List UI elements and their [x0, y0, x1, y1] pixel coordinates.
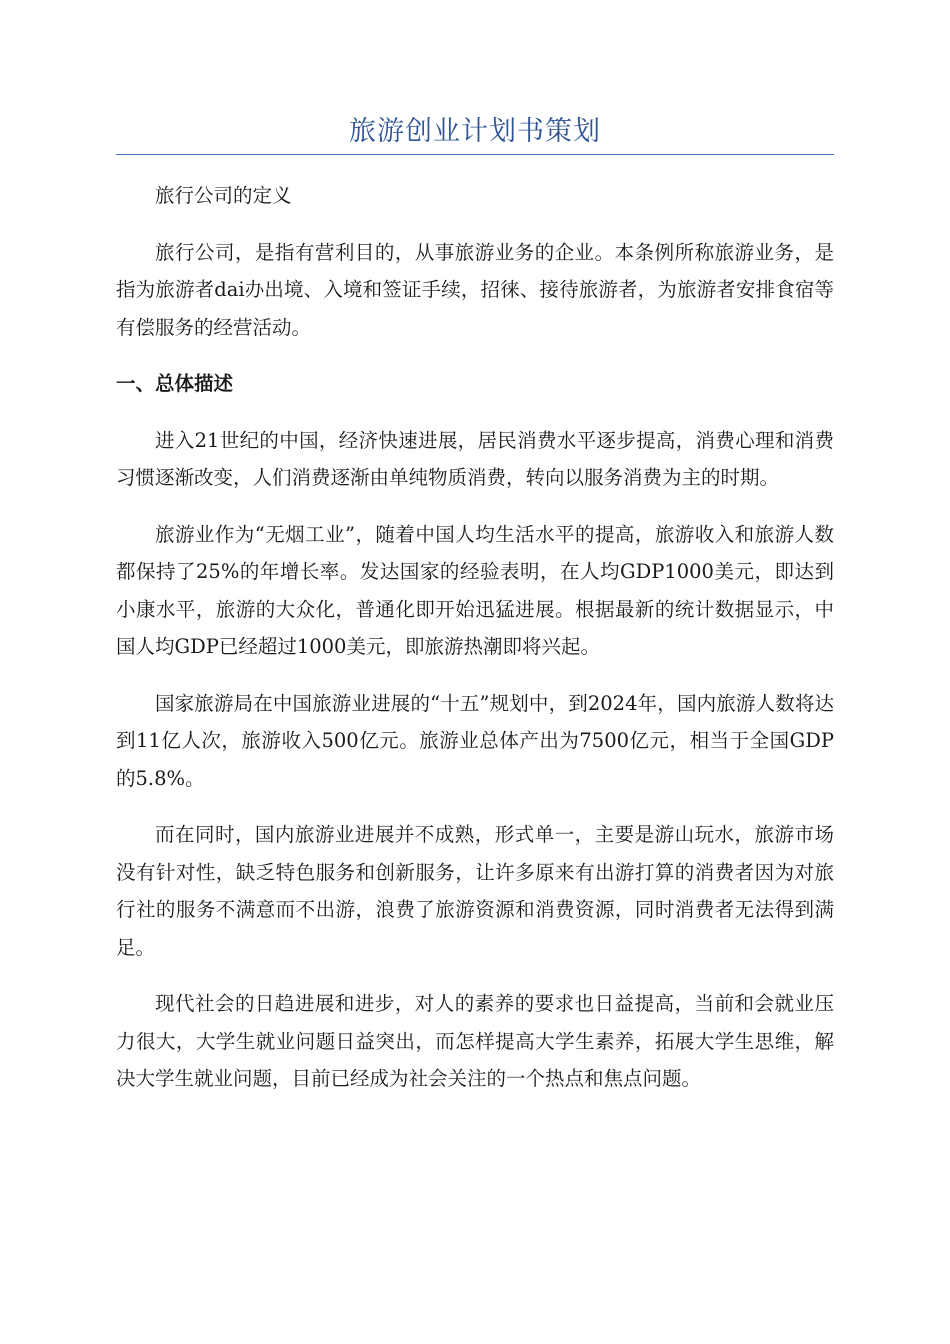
document-title: 旅游创业计划书策划 [116, 112, 834, 155]
body-paragraph: 国家旅游局在中国旅游业进展的“十五”规划中，到2024年，国内旅游人数将达到11亿人次，旅游收入500亿元。旅游业总体产出为7500亿元，相当于全国GDP的5.8%。 [116, 691, 834, 790]
section-heading: 一、总体描述 [116, 372, 234, 395]
body-paragraph: 旅游业作为“无烟工业”，随着中国人均生活水平的提高，旅游收入和旅游人数都保持了25%的年增长率。发达国家的经验表明，在人均GDP1000美元，即达到小康水平，旅游的大众化，普通化即开始迅猛进展。根据最新的统计数据显示，中国人均GDP已经超过1000美元，即旅游热潮即将兴起。 [116, 522, 834, 658]
subheading-paragraph: 旅行公司的定义 [155, 184, 292, 207]
body-paragraph: 进入21世纪的中国，经济快速进展，居民消费水平逐步提高，消费心理和消费习惯逐渐改变，人们消费逐渐由单纯物质消费，转向以服务消费为主的时期。 [116, 428, 834, 489]
definition-paragraph: 旅行公司，是指有营利目的，从事旅游业务的企业。本条例所称旅游业务，是指为旅游者dai办出境、入境和签证手续，招徕、接待旅游者，为旅游者安排食宿等有偿服务的经营活动。 [116, 240, 834, 339]
document-page [116, 112, 834, 1117]
body-paragraph: 而在同时，国内旅游业进展并不成熟，形式单一，主要是游山玩水，旅游市场没有针对性，缺乏特色服务和创新服务，让许多原来有出游打算的消费者因为对旅行社的服务不满意而不出游，浪费了旅游资源和消费资源，同时消费者无法得到满足。 [116, 823, 834, 959]
body-paragraph: 现代社会的日趋进展和进步，对人的素养的要求也日益提高，当前和会就业压力很大，大学生就业问题日益突出，而怎样提高大学生素养，拓展大学生思维，解决大学生就业问题，目前已经成为社会关注的一个热点和焦点问题。 [116, 992, 834, 1090]
